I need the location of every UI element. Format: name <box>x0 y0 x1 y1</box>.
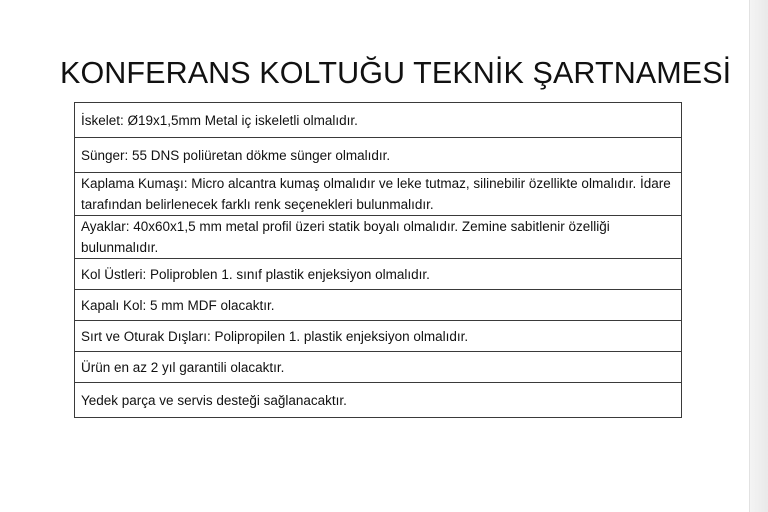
table-row <box>75 383 682 418</box>
spec-cell-warranty: Ürün en az 2 yıl garantili olacaktır. <box>75 352 682 383</box>
spec-cell-skeleton: İskelet: Ø19x1,5mm Metal iç iskeletli olmalıdır. <box>75 103 682 138</box>
table-row <box>75 259 682 290</box>
spec-cell-foam: Sünger: 55 DNS poliüretan dökme sünger olmalıdır. <box>75 138 682 173</box>
table-row <box>75 173 682 216</box>
document-title: KONFERANS KOLTUĞU TEKNİK ŞARTNAMESİ <box>60 56 732 90</box>
viewer-edge <box>749 0 768 512</box>
table-row <box>75 138 682 173</box>
spec-cell-legs: Ayaklar: 40x60x1,5 mm metal profil üzeri statik boyalı olmalıdır. Zemine sabitlenir özelliği bulunmalıdır. <box>75 216 682 259</box>
table-row <box>75 290 682 321</box>
table-row <box>75 352 682 383</box>
table-row <box>75 216 682 259</box>
spec-cell-service: Yedek parça ve servis desteği sağlanacaktır. <box>75 383 682 418</box>
table-row <box>75 103 682 138</box>
spec-cell-back-seat: Sırt ve Oturak Dışları: Polipropilen 1. plastik enjeksiyon olmalıdır. <box>75 321 682 352</box>
table-row <box>75 321 682 352</box>
specification-table <box>74 102 682 418</box>
spec-cell-closed-arm: Kapalı Kol: 5 mm MDF olacaktır. <box>75 290 682 321</box>
spec-cell-upholstery: Kaplama Kumaşı: Micro alcantra kumaş olmalıdır ve leke tutmaz, silinebilir özellikte olmalıdır. İdare tarafından belirlenecek farklı renk seçenekleri bulunmalıdır. <box>75 173 682 216</box>
spec-cell-armrests: Kol Üstleri: Poliproblen 1. sınıf plastik enjeksiyon olmalıdır. <box>75 259 682 290</box>
